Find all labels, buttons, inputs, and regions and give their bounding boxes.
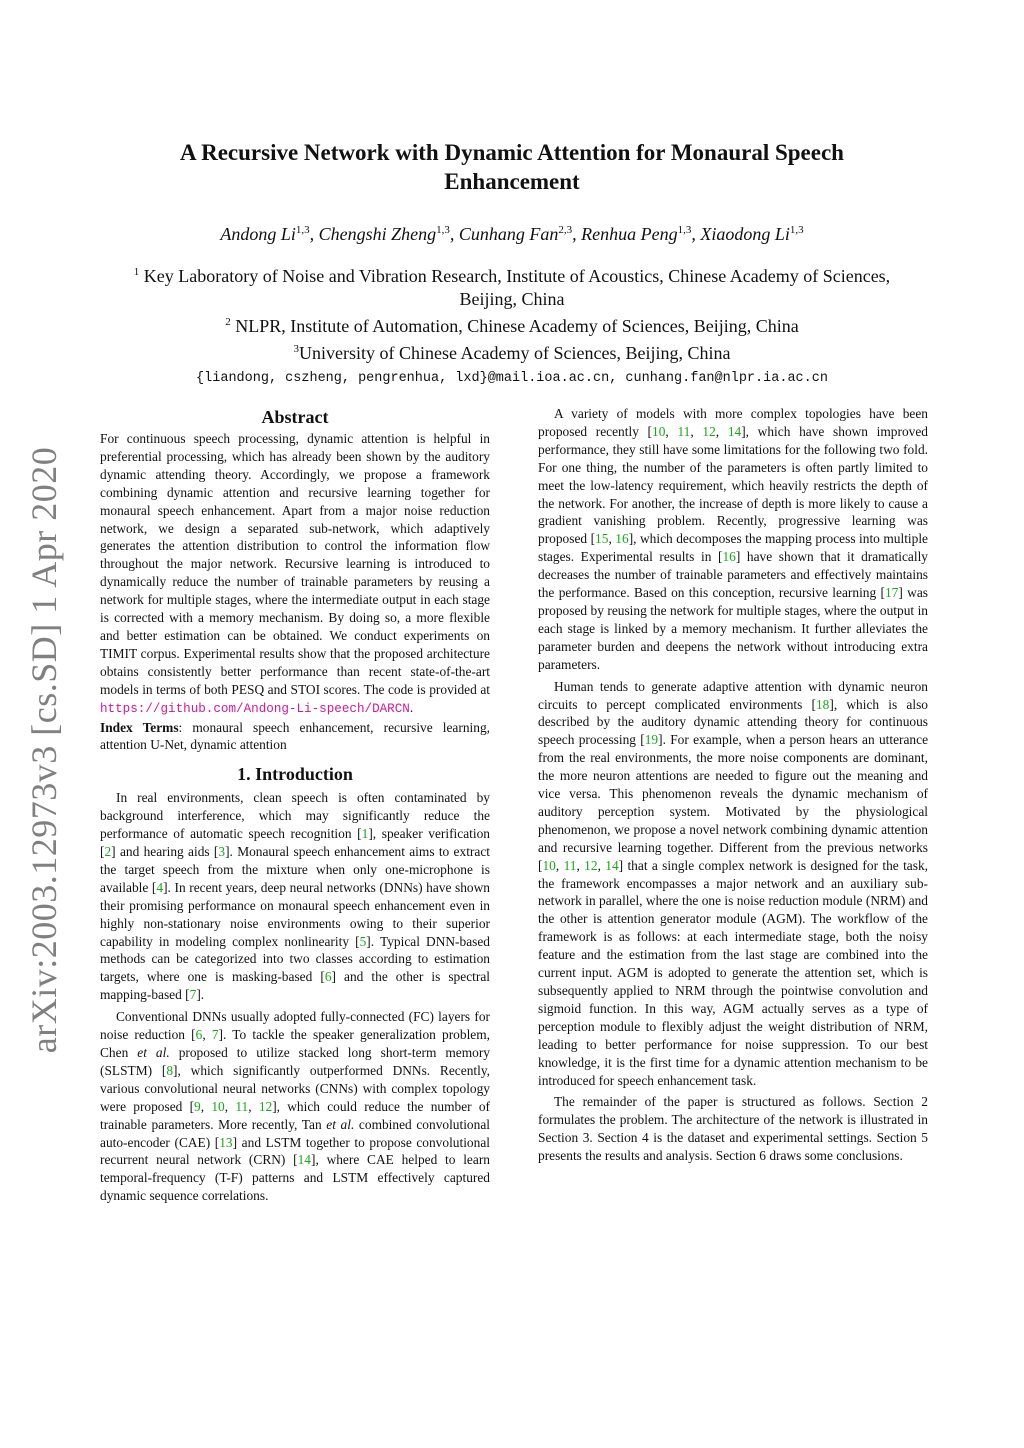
arxiv-stamp (14, 446, 74, 1054)
affiliations (110, 261, 914, 393)
introduction-heading: 1. Introduction (237, 764, 353, 785)
citation-link[interactable]: 4 (156, 879, 164, 895)
author-affiliation-marker: 2,3 (558, 224, 573, 236)
author-name: Cunhang Fan (458, 224, 559, 244)
author-affiliation-marker: 1,3 (436, 224, 450, 236)
code-link[interactable]: https://github.com/Andong-Li-speech/DARCN (100, 701, 410, 716)
citation-link[interactable]: 1 (361, 826, 369, 842)
citation-link[interactable]: 11 (235, 1098, 249, 1114)
abstract-body: For continuous speech processing, dynamic attention is helpful in preferential processing, which has already been shown by the auditory dynamic attending theory. Accordingly, we propose a framework combining dynamic attention and recursive learning together for monaural speech enhancement. Apart from a major noise reduction network, we design a separated sub-network, which adaptively generates the attention distribution to control the information flow throughout the major network. Recursive learning is introduced to dynamically reduce the number of trainable parameters by reusing a network for multiple stages, where the intermediate output in each stage is corrected with a memory mechanism. By doing so, a more flexible and better estimation can be obtained. We conduct experiments on TIMIT corpus. Experimental results show that the proposed architecture obtains consistently better performance than recent state-of-the-art models in terms of both PESQ and STOI scores. The code is provided at https://github.com/Andong-Li-speech/DARCN. (100, 431, 490, 716)
affiliation-3: $^3$University of Chinese Academy of Sciences, Beijing, China (293, 343, 731, 363)
citation-link[interactable]: 2 (104, 844, 112, 860)
author-name: Chengshi Zheng (318, 224, 437, 244)
index-terms: Index Terms: monaural speech enhancement, recursive learning, attention U-Net, dynamic attention (100, 719, 490, 753)
citation-link[interactable]: 6 (324, 969, 332, 985)
citation-link[interactable]: 3 (218, 844, 226, 860)
citation-link[interactable]: 12 (584, 857, 598, 873)
author-name: Andong Li (220, 224, 296, 244)
citation-link[interactable]: 16 (615, 531, 629, 547)
citation-link[interactable]: 11 (563, 857, 577, 873)
citation-link[interactable]: 14 (727, 423, 742, 439)
left-column (100, 405, 490, 1205)
intro-paragraph-1: In real environments, clean speech is often contaminated by background interference, which may significantly reduce the performance of automatic speech recognition [1], speaker verification [2] and hearing aids [3]. Monaural speech enhancement aims to extract the target speech from the mixture when only one-microphone is available [4]. In recent years, deep neural networks (DNNs) have shown their promising performance on monaural speech enhancement even in highly non-stationary noise environments owing to their superior capability in modeling complex nonlinearity [5]. Typical DNN-based methods can be categorized into two classes according to estimation targets, where one is masking-based [6] and the other is spectral mapping-based [7]. (100, 790, 490, 1003)
paper-title: A Recursive Network with Dynamic Attention for Monaural Speech Enhancement (180, 140, 844, 194)
citation-link[interactable]: 16 (722, 549, 736, 565)
citation-link[interactable]: 9 (194, 1098, 201, 1114)
citation-link[interactable]: 12 (258, 1098, 273, 1114)
citation-link[interactable]: 19 (644, 732, 659, 748)
intro-paragraph-5: The remainder of the paper is structured as follows. Section 2 formulates the problem. The architecture of the network is illustrated in Section 3. Section 4 is the dataset and experimental settings. Section 5 presents the results and analysis. Section 6 draws some conclusions. (538, 1094, 928, 1164)
citation-link[interactable]: 5 (359, 933, 367, 949)
intro-paragraph-3: A variety of models with more complex topologies have been proposed recently [10, 11, 12, 14], which have shown improved performance, they still have some limitations for the following two fold. For one thing, the number of the parameters is often partly limited to meet the low-latency requirement, which heavily restricts the depth of the network. For another, the increase of depth is more likely to cause a gradient vanishing problem. Recently, progressive learning was proposed [15, 16], which decomposes the mapping process into multiple stages. Experimental results in [16] have shown that it dramatically decreases the number of trainable parameters and effectively maintains the performance. Based on this conception, recursive learning [17] was proposed by reusing the network for multiple stages, where the output in each stage is linked by a memory mechanism. It further alleviates the parameter burden and deepens the network without introducing extra parameters. (538, 406, 928, 672)
citation-link[interactable]: 14 (297, 1152, 311, 1168)
citation-link[interactable]: 18 (815, 696, 830, 712)
citation-link[interactable]: 6 (195, 1027, 203, 1043)
author-affiliation-marker: 1,3 (677, 224, 692, 236)
citation-link[interactable]: 7 (189, 987, 197, 1003)
intro-paragraph-4: Human tends to generate adaptive attention with dynamic neuron circuits to percept complicated environments [18], which is also described by the auditory dynamic attending theory for continuous speech processing [19]. For example, when a person hears an utterance from the real environments, the more noise components are dominant, the more neuron attentions are needed to figure out the meaning and vice versa. This phenomenon reveals the dynamic mechanism of auditory perception system. Motivated by the physiological phenomenon, we propose a novel network combining dynamic attention and recursive learning together. Different from the previous networks [10, 11, 12, 14] that a single complex network is designed for the task, the framework encompasses a major network and an auxiliary sub-network in parallel, where the one is noise reduction module (NRM) and the other is attention generator module (AGM). The workflow of the framework is as follows: at each intermediate stage, both the noisy feature and the estimation from the last stage are combined into the current input. AGM is adopted to generate the attention set, which is subsequently applied to NRM through the pointwise convolution and sigmoid function. In this way, AGM actually serves as a type of perception module to flexibly adjust the weight distribution of NRM, leading to better performance for noise suppression. To our best knowledge, it is the first time for a dynamic attention mechanism to be introduced for speech enhancement task. (538, 678, 929, 1088)
author-affiliation-marker: 1,3 (295, 224, 310, 236)
citation-link[interactable]: 15 (595, 531, 609, 547)
author-name: Renhua Peng (581, 224, 678, 244)
citation-link[interactable]: 12 (702, 423, 716, 439)
citation-link[interactable]: 11 (677, 423, 691, 439)
affiliation-1: $^1$ Key Laboratory of Noise and Vibration Research, Institute of Acoustics, Chinese Academy of Sciences, Beijing, China (133, 266, 891, 309)
intro-paragraph-2: Conventional DNNs usually adopted fully-connected (FC) layers for noise reduction [6, 7]. To tackle the speaker generalization problem, Chen et al. proposed to utilize stacked long short-term memory (SLSTM) [8], which significantly outperformed DNNs. Recently, various convolutional neural networks (CNNs) with complex topology were proposed [9, 10, 11, 12], which could reduce the number of trainable parameters. More recently, Tan et al. combined convolutional auto-encoder (CAE) [13] and LSTM together to propose convolutional recurrent neural network (CRN) [14], where CAE helped to learn temporal-frequency (T-F) patterns and LSTM effectively captured dynamic sequence correlations. (100, 1009, 491, 1204)
citation-link[interactable]: 8 (166, 1062, 174, 1078)
affiliation-2: $^2$ NLPR, Institute of Automation, Chinese Academy of Sciences, Beijing, China (225, 316, 799, 336)
italic-text: et al. (326, 1116, 355, 1132)
author-emails: {liandong, cszheng, pengrenhua, lxd}@mail.ioa.ac.cn, cunhang.fan@nlpr.ia.ac.cn (196, 371, 828, 386)
citation-link[interactable]: 10 (652, 423, 666, 439)
citation-link[interactable]: 17 (884, 585, 899, 601)
arxiv-id: arXiv:2003.12973v3 [cs.SD] 1 Apr 2020 (24, 446, 65, 1054)
author-name: Xiaodong Li (700, 224, 790, 244)
citation-link[interactable]: 10 (211, 1098, 225, 1114)
citation-link[interactable]: 7 (211, 1027, 219, 1043)
author-list: Andong Li$^{1,3}$, Chengshi Zheng$^{1,3}$, Cunhang Fan$^{2,3}$, Renhua Peng$^{1,3}$, Xiaodong Li$^{1,3}$ (220, 224, 804, 244)
italic-text: et al. (137, 1045, 170, 1060)
citation-link[interactable]: 14 (605, 857, 619, 873)
right-column (538, 405, 928, 1165)
citation-link[interactable]: 13 (219, 1134, 233, 1150)
author-affiliation-marker: 1,3 (789, 224, 804, 236)
citation-link[interactable]: 10 (542, 857, 556, 873)
abstract-heading: Abstract (261, 407, 329, 427)
